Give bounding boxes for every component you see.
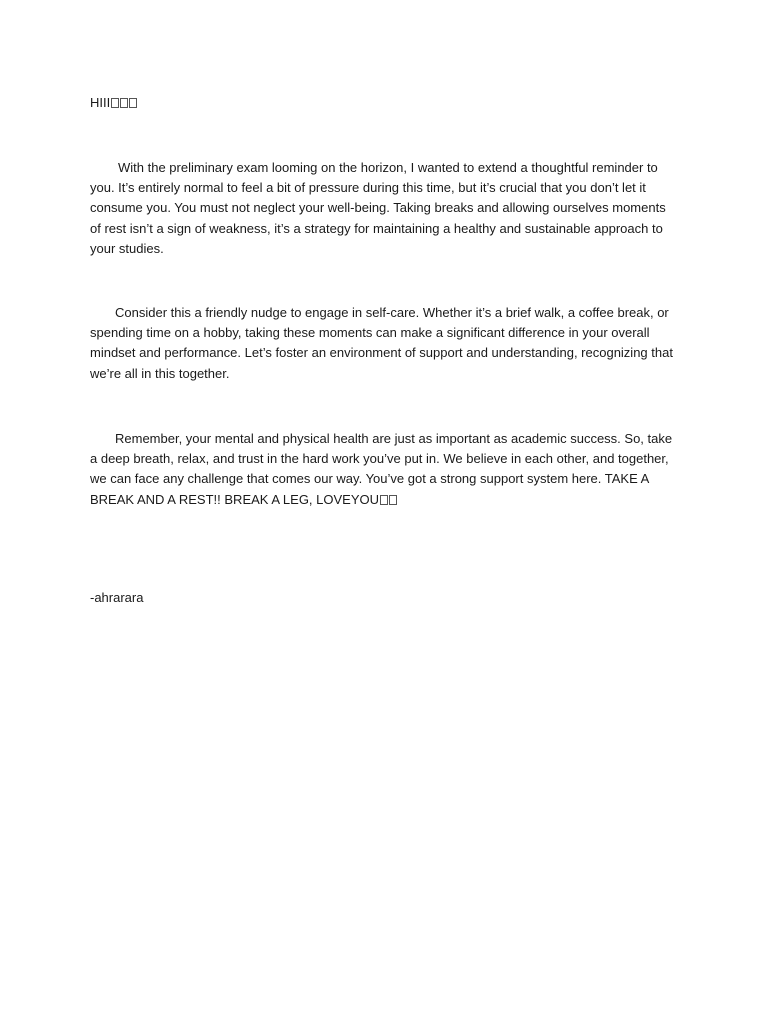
paragraph-3	[90, 429, 675, 510]
greeting-line	[90, 93, 137, 113]
emoji-glyph-icon	[380, 495, 388, 505]
greeting-text: HIII	[90, 95, 111, 110]
emoji-glyph-icon	[129, 98, 137, 108]
paragraph-1: With the preliminary exam looming on the horizon, I wanted to extend a thoughtful reminder to you. It’s entirely normal to feel a bit of pressure during this time, but it’s crucial that you don’t let it consume you. You must not neglect your well-being. Taking breaks and allowing ourselves moments of rest isn’t a sign of weakness, it’s a strategy for maintaining a healthy and sustainable approach to your studies.	[90, 160, 666, 256]
emoji-glyph-icon	[120, 98, 128, 108]
paragraph-3-text: Remember, your mental and physical health are just as important as academic success. So, take a deep breath, relax, and trust in the hard work you’ve put in. We believe in each other, and together, we can face any challenge that comes our way. You’ve got a strong support system here. TAKE A BREAK AND A REST!! BREAK A LEG, LOVEYOU	[90, 431, 673, 507]
signature: -ahrarara	[90, 590, 144, 605]
emoji-glyph-icon	[389, 495, 397, 505]
emoji-glyph-icon	[111, 98, 119, 108]
paragraph-2: Consider this a friendly nudge to engage in self-care. Whether it’s a brief walk, a coffee break, or spending time on a hobby, taking these moments can make a significant difference in your overall mindset and performance. Let’s foster an environment of support and understanding, recognizing that we’re all in this together.	[90, 305, 673, 381]
